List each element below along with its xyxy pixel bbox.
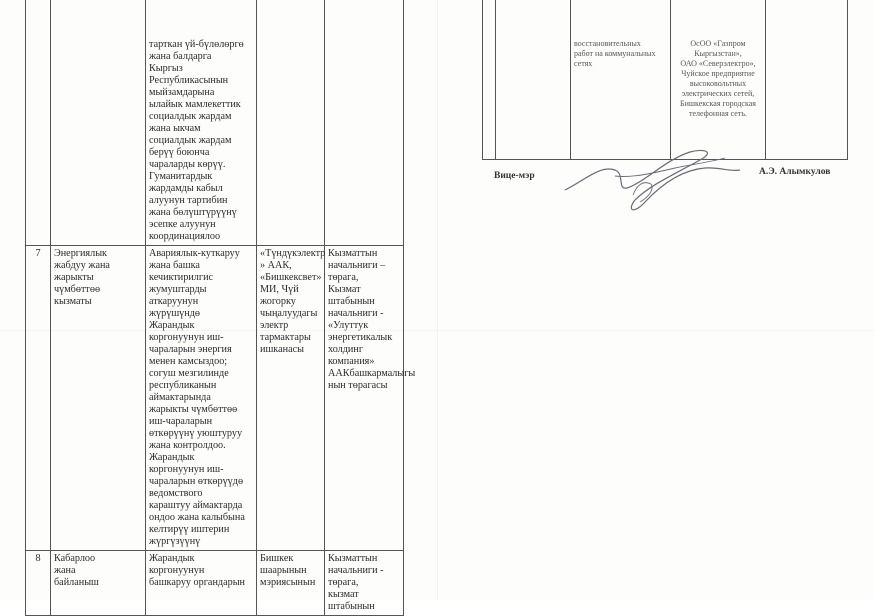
table-cell bbox=[766, 0, 848, 160]
service-head: Кызматтын начальниги – төрага, Кызмат штабынын начальниги - «Улуттук энергетикалык холдинг компания» ААКбашкармалыгы нын төрагасы bbox=[325, 246, 404, 551]
table-row bbox=[483, 0, 848, 160]
service-name: Энергиялык жабдуу жана жарыкты чүмбөттөө кызматы bbox=[51, 246, 146, 551]
service-orgs: Бишкек шаарынын мэриясынын bbox=[257, 551, 325, 616]
table-row bbox=[26, 246, 404, 551]
handwritten-signature bbox=[555, 140, 745, 220]
table-cell bbox=[483, 0, 496, 160]
table-cell bbox=[51, 0, 146, 246]
table-row bbox=[26, 0, 404, 246]
table-cell: ОсОО «Газпром Кыргызстан», ОАО «Северэлектро», Чуйское предприятие высоковольтных электрических сетей, Бишкекская городская телефонная сеть. bbox=[671, 0, 766, 160]
service-name: Кабарлоо жана байланыш bbox=[51, 551, 146, 616]
table-cell bbox=[325, 0, 404, 246]
service-head: Кызматтын начальниги - төрага, кызмат штабынын bbox=[325, 551, 404, 616]
table-cell bbox=[496, 0, 571, 160]
service-tasks: Жарандык коргонуунун башкаруу органдарын bbox=[146, 551, 257, 616]
table-cell bbox=[26, 0, 51, 246]
table-cell bbox=[257, 0, 325, 246]
service-orgs: «Түндүкэлектр » ААК, «Бишкексвет» МИ, Чүй жогорку чыңалуудагы электр тармактары ишканасы bbox=[257, 246, 325, 551]
table-cell: восстановительных работ на коммунальных сетях bbox=[571, 0, 671, 160]
table-row bbox=[26, 551, 404, 616]
row-number: 8 bbox=[26, 551, 51, 616]
row-number: 7 bbox=[26, 246, 51, 551]
left-page-table bbox=[25, 0, 416, 616]
page-fold-line bbox=[437, 0, 438, 600]
service-tasks: Авариялык-куткаруу жана башка кечиктирилгис жумуштарды аткаруунун жүрүшүндө Жарандык коргонуунун иш- чараларын энергия менен камсыздоо; согуш мезгилинде республиканын аймактарында жарыкты чүмбөттөө иш-чараларын өткөрүүнү уюштуруу жана контролдоо. Жарандык коргонуунун иш- чараларын өткөрүүдө ведомствого караштуу аймактарда ондоо жана калыбына келтирүү иштерин жүргүзүүнү bbox=[146, 246, 257, 551]
signatory-name: А.Э. Алымкулов bbox=[759, 167, 831, 177]
right-page-table bbox=[482, 0, 848, 160]
signatory-role: Вице-мэр bbox=[494, 171, 535, 181]
table-cell: тарткан үй-бүлөлөргө жана балдарга Кыргыз Республикасынын мыйзамдарына ылайык мамлекеттик социалдык жардам жана ыкчам социалдык жардам берүү боюнча чараларды көрүү. Гуманитардык жардамды кабыл алуунун тартибин жана бөлүштүрүүнү эсепке алуунун координациялоо bbox=[146, 0, 257, 246]
